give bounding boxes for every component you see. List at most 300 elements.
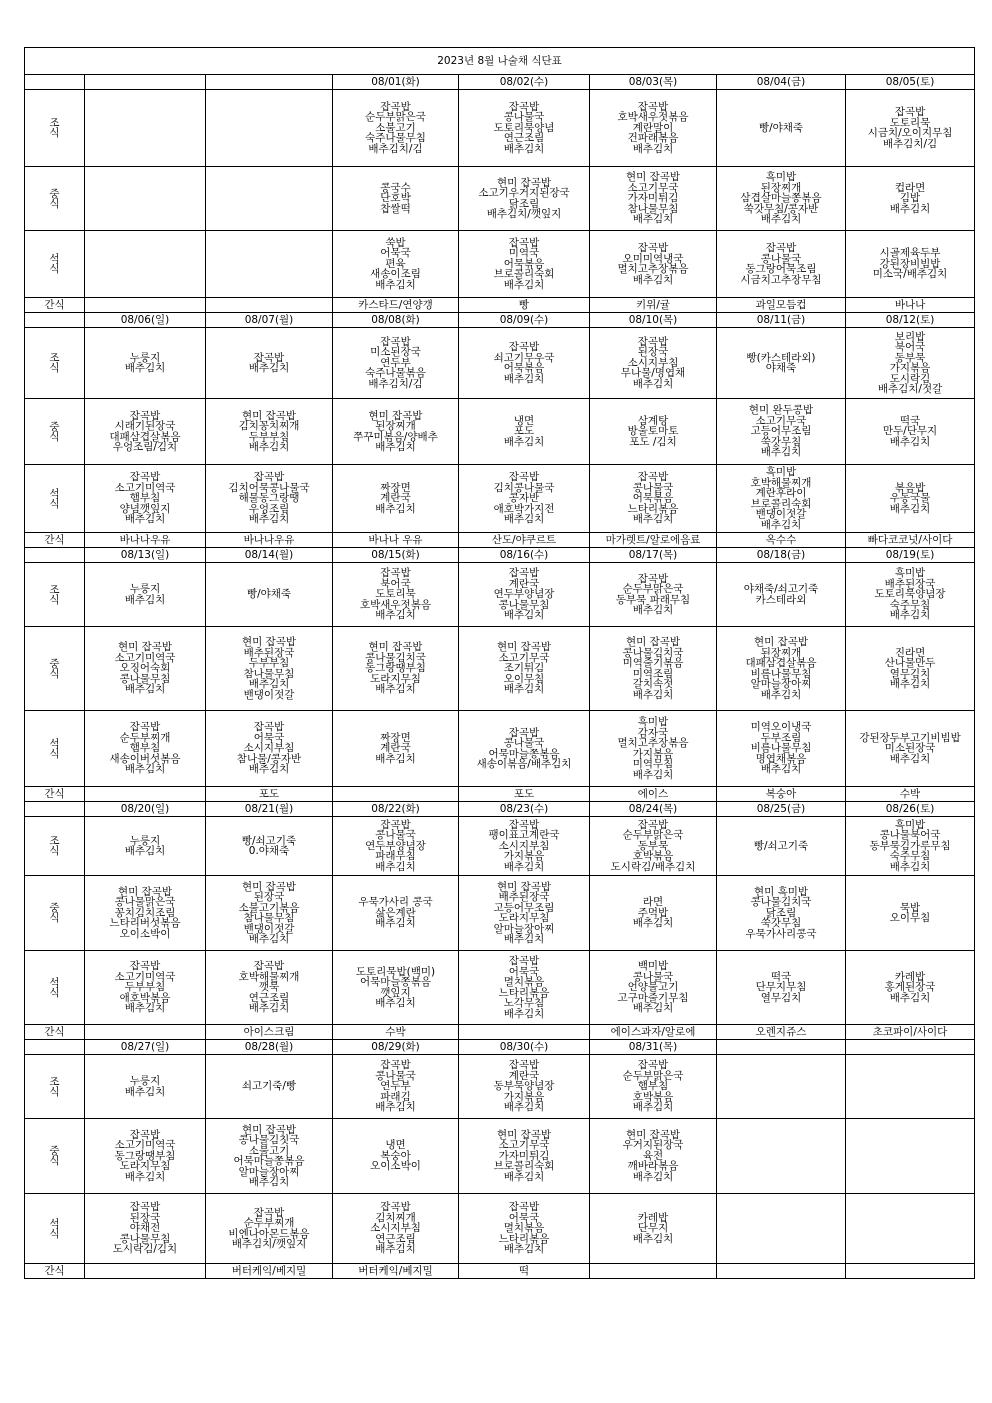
menu-item: 콩나물김치국: [622, 646, 684, 659]
lunch-menu-cell: [85, 399, 206, 465]
menu-item: 가지볶음: [503, 1090, 545, 1103]
dinner-menu-cell: [717, 231, 846, 298]
dinner-menu-cell: [846, 1194, 975, 1264]
lunch-label: [25, 876, 85, 951]
menu-item: 배추김치: [632, 604, 674, 616]
breakfast-menu-cell: [459, 817, 590, 876]
menu-item: 동부묵양념장: [493, 1080, 555, 1093]
menu-item: 김치찌개: [375, 1211, 416, 1224]
dinner-label-char: 석: [49, 487, 60, 500]
lunch-menu-cell: [846, 399, 975, 465]
menu-item: 쑥갓무침: [760, 917, 802, 930]
menu-item: 감자국: [637, 726, 669, 739]
menu-item: 배추김치/깻잎지: [231, 1238, 307, 1250]
breakfast-label-char: 조: [49, 583, 60, 596]
lunch-menu-cell: [333, 1119, 459, 1194]
date-cell: 08/26(토): [846, 802, 975, 817]
menu-item: 무나물/명엽채: [620, 367, 686, 380]
dinner-label-char: 식: [49, 1227, 60, 1240]
menu-item: 배추김치: [889, 502, 931, 515]
menu-item: 배추김치: [632, 917, 674, 930]
menu-item: 잡곡밥: [508, 471, 540, 484]
menu-item: 단무지: [637, 1222, 669, 1235]
menu-item: 순두부맑은국: [622, 1069, 684, 1082]
lunch-menu-cell: [846, 167, 975, 231]
date-cell: 08/18(금): [717, 548, 846, 563]
dinner-menu-cell: [459, 951, 590, 1025]
menu-item: 배추김치: [760, 518, 802, 531]
menu-item: 동부묵 파래무침: [615, 593, 691, 606]
snack-cell: 바나나: [846, 298, 975, 313]
menu-item: 오이무침: [503, 672, 545, 685]
snack-cell: [717, 1264, 846, 1279]
menu-item: 호박새우젓볶음: [359, 598, 431, 611]
breakfast-label-char: 식: [49, 845, 60, 857]
date-cell: 08/24(목): [590, 802, 717, 817]
breakfast-label: [25, 1055, 85, 1119]
snack-cell: [85, 298, 206, 313]
dinner-menu-cell: [206, 711, 333, 787]
menu-item: 잡곡밥: [894, 106, 926, 118]
menu-item: 계란국: [508, 577, 540, 590]
menu-item: 브로콜리숙회: [493, 268, 555, 281]
menu-item: 소고기미역국: [114, 970, 176, 983]
menu-item: 배추김치: [503, 933, 545, 945]
menu-item: 멸치고추장볶음: [617, 263, 689, 275]
menu-item: 순두부맑은국: [622, 583, 684, 595]
menu-item: 김치꽁치찌개: [238, 420, 300, 432]
dinner-label: [25, 465, 85, 533]
menu-item: 소시지부침: [370, 1222, 421, 1235]
breakfast-menu-cell: [846, 328, 975, 399]
dinner-menu-cell: [717, 1194, 846, 1264]
menu-item: 소시지부침: [498, 839, 550, 852]
menu-item: 잡곡밥: [129, 1128, 161, 1141]
menu-item: 어묵국: [253, 731, 285, 744]
menu-item: 느타리볶음: [498, 1232, 550, 1245]
dinner-label-char: 식: [49, 497, 60, 510]
menu-item: 잡곡밥: [765, 242, 797, 254]
menu-item: 콩나물무침: [498, 598, 550, 611]
menu-item: 배추김치: [124, 1170, 166, 1183]
menu-item: 콩나물김치국: [750, 896, 812, 909]
menu-item: 비엔나아몬드볶음: [228, 1227, 310, 1240]
menu-item: 배추김치: [632, 213, 674, 226]
menu-item: 햄부침: [129, 742, 161, 755]
menu-item: 멸치볶음: [503, 976, 545, 988]
date-cell: 08/05(토): [846, 75, 975, 90]
menu-item: 배추김치: [375, 609, 416, 622]
menu-item: 방울토마토: [627, 425, 679, 438]
snack-cell: [459, 1025, 590, 1040]
dinner-menu-cell: [846, 951, 975, 1025]
menu-item: 현미 잡곡밥: [368, 641, 423, 654]
lunch-menu-cell: [85, 1119, 206, 1194]
menu-item: 연근조림: [375, 1232, 416, 1245]
breakfast-menu-cell: [333, 563, 459, 627]
snack-cell: [85, 787, 206, 802]
menu-item: 배추김치: [632, 513, 674, 526]
menu-item: 북어국: [894, 341, 926, 353]
snack-cell: 아이스크림: [206, 1025, 333, 1040]
menu-item: 오징어숙회: [119, 662, 171, 675]
menu-item: 소고기무국: [498, 651, 550, 664]
menu-item: 멸치볶음: [503, 1222, 545, 1235]
menu-item: 순두부맑은국: [622, 829, 684, 842]
menu-item: 동그랑어묵조림: [745, 263, 817, 275]
date-cell: 08/03(목): [590, 75, 717, 90]
menu-item: 가자미튀김: [627, 192, 679, 205]
menu-item: 도토리묵: [889, 116, 931, 129]
menu-item: 콩나물국: [632, 970, 674, 983]
menu-item: 잡곡밥: [380, 567, 411, 580]
snack-cell: [333, 787, 459, 802]
lunch-label: [25, 627, 85, 711]
date-row-label: [25, 548, 85, 563]
menu-item: 잡곡밥: [129, 1201, 161, 1214]
menu-item: 쑥갓무침/콩자반: [743, 202, 819, 215]
menu-item: 열무김치: [889, 667, 931, 680]
menu-item: 애호박가지전: [493, 502, 555, 515]
menu-item: 도토리묵밥(백미): [355, 965, 436, 978]
menu-item: 현미 잡곡밥: [625, 636, 681, 648]
menu-item: 콩나물국: [632, 481, 674, 494]
breakfast-menu-cell: [206, 817, 333, 876]
menu-item: 배추김치: [760, 446, 802, 459]
menu-item: 잡곡밥: [637, 242, 669, 254]
menu-item: 동부묵: [894, 351, 926, 364]
breakfast-menu-cell: [590, 90, 717, 167]
date-row-label: [25, 802, 85, 817]
date-cell: 08/27(일): [85, 1040, 206, 1055]
menu-item: 느타리버섯볶음: [109, 917, 181, 930]
dinner-label-char: 석: [49, 737, 60, 750]
menu-item: 빵(카스테라외): [746, 351, 816, 364]
breakfast-menu-cell: [85, 563, 206, 627]
menu-item: 현미 잡곡밥: [241, 636, 297, 648]
menu-item: 잡곡밥: [253, 960, 285, 973]
lunch-menu-cell: [333, 167, 459, 231]
lunch-menu-cell: [333, 399, 459, 465]
menu-item: 배추김치: [248, 933, 290, 945]
dinner-label: [25, 1194, 85, 1264]
lunch-menu-cell: [590, 627, 717, 711]
dinner-menu-cell: [590, 465, 717, 533]
lunch-menu-cell: [459, 627, 590, 711]
menu-item: 참나물무침: [243, 912, 295, 924]
breakfast-label: [25, 90, 85, 167]
menu-item: 가지볶음: [503, 850, 545, 863]
menu-item: 참나물/콩자반: [236, 752, 302, 765]
lunch-menu-cell: [717, 1119, 846, 1194]
menu-item: 잡곡밥: [508, 341, 540, 353]
menu-item: 오이소박이: [370, 1160, 421, 1173]
menu-item: 빵/야채죽: [246, 588, 292, 601]
dinner-menu-cell: [459, 465, 590, 533]
dinner-menu-cell: [590, 1194, 717, 1264]
menu-item: 새송이버섯볶음: [109, 752, 181, 765]
menu-item: 카레밥: [637, 1211, 669, 1224]
menu-item: 배추김치: [503, 1170, 545, 1183]
breakfast-menu-cell: [85, 90, 206, 167]
date-cell: 08/06(일): [85, 313, 206, 328]
lunch-label-char: 식: [49, 197, 60, 210]
menu-item: 쑥밥: [385, 236, 406, 249]
menu-item: 알마늘장아찌: [750, 678, 812, 690]
menu-item: 된장국: [253, 891, 285, 903]
menu-item: 배추김치: [632, 1170, 674, 1183]
menu-item: 배추김치: [124, 683, 166, 696]
menu-item: 도라지무침: [119, 1160, 171, 1173]
menu-item: 연근조림: [248, 991, 290, 1004]
dinner-label-char: 식: [49, 986, 60, 999]
breakfast-label: [25, 328, 85, 399]
menu-item: 두부조림: [760, 731, 802, 744]
snack-cell: 포도: [459, 787, 590, 802]
dinner-menu-cell: [590, 951, 717, 1025]
snack-label: 간식: [25, 1264, 85, 1279]
menu-item: 배추김치: [248, 362, 290, 374]
breakfast-label: [25, 563, 85, 627]
date-cell: 08/10(목): [590, 313, 717, 328]
breakfast-menu-cell: [85, 328, 206, 399]
snack-cell: 마가렛트/알로에음료: [590, 533, 717, 548]
breakfast-menu-cell: [333, 1055, 459, 1119]
menu-item: 두부부침: [124, 981, 166, 994]
dinner-menu-cell: [85, 951, 206, 1025]
menu-item: 우묵가사리 콩국: [358, 896, 433, 909]
menu-item: 현미 잡곡밥: [241, 409, 297, 422]
dinner-menu-cell: [846, 231, 975, 298]
menu-item: 갈치속젓: [632, 678, 674, 690]
dinner-label-char: 식: [49, 263, 60, 275]
menu-item: 콩나물국: [503, 111, 545, 124]
lunch-label: [25, 399, 85, 465]
date-cell: 08/21(월): [206, 802, 333, 817]
menu-item: 도시락김/김치: [112, 1243, 178, 1256]
menu-item: 잡곡밥: [129, 721, 161, 734]
menu-item: 시골제육두부: [879, 247, 941, 260]
menu-item: 밴댕이젓갈: [243, 922, 295, 935]
menu-item: 포도 /김치: [629, 435, 677, 448]
menu-item: 도라지무침: [498, 912, 550, 924]
menu-item: 참나물무침: [243, 667, 295, 680]
menu-item: 배추김치: [889, 609, 931, 622]
menu-item: 소시지부침: [243, 742, 295, 755]
dinner-label-char: 석: [49, 1217, 60, 1230]
menu-item: 어묵마늘쫑볶음: [233, 1155, 305, 1167]
menu-item: 오이무침: [889, 912, 931, 924]
breakfast-menu-cell: [85, 1055, 206, 1119]
menu-item: 잡곡밥: [637, 818, 669, 831]
menu-item: 순두부맑은국: [365, 111, 426, 124]
menu-item: 배추김치: [503, 860, 545, 873]
breakfast-menu-cell: [459, 563, 590, 627]
menu-item: 깨바라볶음: [627, 1160, 679, 1173]
menu-item: 된장찌개: [760, 181, 802, 194]
dinner-label: [25, 711, 85, 787]
snack-cell: 버터케익/베지밀: [206, 1264, 333, 1279]
menu-item: 동부묵: [637, 839, 669, 852]
menu-item: 햄부침: [129, 492, 161, 505]
menu-item: 배추김치: [124, 362, 166, 374]
menu-item: 배추김치: [124, 593, 166, 606]
menu-item: 삶은계란: [375, 906, 416, 919]
menu-item: 깻묵: [258, 981, 280, 994]
menu-item: 쑥갓무침: [760, 435, 802, 448]
menu-item: 호박새우젓볶음: [617, 111, 689, 124]
menu-item: 배추김치: [760, 213, 802, 226]
menu-item: 양념깻잎지: [119, 502, 171, 515]
menu-item: 주먹밥: [637, 906, 669, 919]
breakfast-menu-cell: [333, 90, 459, 167]
dinner-menu-cell: [333, 465, 459, 533]
menu-item: 콩나물국: [503, 737, 545, 749]
date-cell: 08/15(화): [333, 548, 459, 563]
lunch-menu-cell: [590, 1119, 717, 1194]
snack-cell: 바나나우유: [206, 533, 333, 548]
date-cell: 08/31(목): [590, 1040, 717, 1055]
menu-item: 연두부: [380, 356, 411, 369]
date-cell: [846, 1040, 975, 1055]
dinner-menu-cell: [333, 951, 459, 1025]
menu-item: 밴댕이젓갈: [243, 688, 295, 701]
menu-item: 냉면: [513, 414, 535, 427]
breakfast-menu-cell: [333, 817, 459, 876]
menu-item: 배추김치: [375, 502, 416, 515]
lunch-menu-cell: [206, 399, 333, 465]
menu-item: 된장찌개: [760, 646, 802, 659]
menu-item: 배추김치: [632, 1232, 674, 1245]
menu-item: 떡국: [899, 414, 921, 427]
lunch-menu-cell: [590, 167, 717, 231]
menu-item: 콩나물국: [375, 1069, 416, 1082]
menu-item: 고등어무조림: [750, 425, 812, 438]
snack-label: 간식: [25, 298, 85, 313]
menu-item: 잡곡밥: [380, 1201, 411, 1214]
lunch-menu-cell: [590, 399, 717, 465]
menu-item: 소고기미역국: [114, 481, 176, 494]
menu-item: 배추김치: [632, 377, 674, 390]
menu-item: 두부부침: [248, 430, 290, 443]
menu-item: 잡곡밥: [637, 335, 669, 348]
menu-item: 연근조림: [503, 132, 545, 145]
menu-item: 브로콜리숙회: [493, 1160, 555, 1173]
menu-item: 조기튀김: [503, 662, 545, 675]
menu-item: 현미 잡곡밥: [753, 636, 809, 648]
breakfast-menu-cell: [206, 563, 333, 627]
menu-item: 떡국: [770, 970, 792, 983]
menu-item: 노각무침: [503, 997, 545, 1009]
menu-item: 언양불고기: [627, 981, 679, 994]
breakfast-menu-cell: [206, 328, 333, 399]
menu-item: 잡곡밥: [253, 721, 285, 734]
menu-item: 가지볶음: [632, 747, 674, 760]
menu-item: 짜장면: [380, 731, 411, 744]
dinner-menu-cell: [85, 1194, 206, 1264]
menu-item: 깻잎지: [380, 986, 411, 999]
menu-item: 배추김치: [503, 683, 545, 696]
snack-cell: 바나나우유: [85, 533, 206, 548]
menu-item: 어묵국: [508, 965, 540, 978]
menu-item: 잡곡밥: [129, 471, 161, 484]
menu-item: 배추된장국: [884, 577, 936, 590]
menu-item: 배추된장국: [243, 646, 295, 659]
menu-item: 소고기미역국: [114, 651, 176, 664]
date-cell: [717, 1040, 846, 1055]
snack-cell: [85, 1025, 206, 1040]
lunch-label-char: 식: [49, 667, 60, 680]
menu-item: 백미밥: [637, 960, 669, 973]
dinner-menu-cell: [459, 1194, 590, 1264]
menu-item: 어묵국: [380, 247, 411, 260]
dinner-menu-cell: [717, 465, 846, 533]
lunch-label-char: 식: [49, 430, 60, 443]
breakfast-menu-cell: [590, 563, 717, 627]
menu-item: 야채죽/쇠고기죽: [743, 583, 819, 595]
breakfast-label-char: 조: [49, 1075, 60, 1088]
menu-item: 연두부: [380, 1080, 411, 1093]
menu-item: 순두부찌개: [119, 731, 171, 744]
menu-item: 현미 잡곡밥: [117, 885, 173, 898]
menu-item: 잡곡밥: [508, 567, 540, 580]
menu-item: 야채죽: [765, 362, 797, 374]
dinner-label: [25, 951, 85, 1025]
meal-plan-table: [24, 47, 975, 1279]
lunch-label-char: 중: [49, 420, 60, 433]
breakfast-menu-cell: [846, 1055, 975, 1119]
menu-item: 컵라면: [894, 181, 926, 194]
lunch-label-char: 식: [49, 912, 60, 924]
snack-cell: 바나나 우유: [333, 533, 459, 548]
menu-item: 카레밥: [894, 970, 926, 983]
menu-item: 단무지무침: [755, 981, 807, 994]
snack-label: 간식: [25, 787, 85, 802]
menu-item: 누룽지: [129, 1075, 161, 1087]
menu-item: 배추김치: [503, 513, 545, 526]
snack-cell: 옥수수: [717, 533, 846, 548]
menu-item: 소고기무국: [498, 1139, 550, 1152]
menu-item: 배추김치: [632, 688, 674, 701]
menu-item: 멸치고추장볶음: [617, 737, 689, 749]
menu-item: 배추김치: [124, 1085, 166, 1098]
menu-item: 잡곡밥: [253, 1206, 285, 1219]
menu-item: 콩나물북어국: [879, 829, 941, 842]
dinner-menu-cell: [459, 231, 590, 298]
menu-item: 묵밥: [899, 901, 921, 914]
menu-item: 해물동그랑땡: [238, 492, 300, 505]
menu-item: 김밥: [899, 192, 921, 205]
lunch-menu-cell: [717, 876, 846, 951]
menu-item: 찹쌀떡: [380, 202, 411, 215]
breakfast-menu-cell: [590, 817, 717, 876]
menu-item: 열무김치: [760, 991, 802, 1004]
dinner-menu-cell: [85, 711, 206, 787]
menu-item: 카스테라외: [755, 593, 807, 606]
menu-item: 비름나물무침: [750, 742, 812, 755]
snack-cell: 에이스: [590, 787, 717, 802]
breakfast-menu-cell: [459, 90, 590, 167]
menu-item: 건파래볶음: [627, 132, 679, 145]
date-cell: 08/30(수): [459, 1040, 590, 1055]
breakfast-menu-cell: [717, 817, 846, 876]
menu-item: 배추김치: [503, 435, 545, 448]
snack-cell: 과일모듬컵: [717, 298, 846, 313]
menu-item: 배추김치: [375, 917, 416, 930]
menu-item: 오미미역냉국: [622, 252, 684, 265]
menu-item: 배추김치: [503, 372, 545, 385]
menu-item: 배추김치: [760, 763, 802, 776]
